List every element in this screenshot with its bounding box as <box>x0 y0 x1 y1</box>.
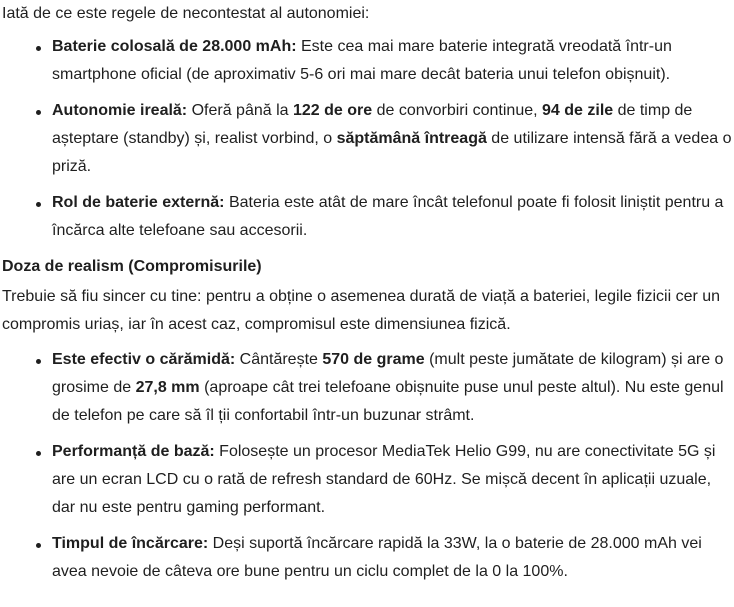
section-heading: Doza de realism (Compromisurile) <box>2 258 262 275</box>
list-item-autonomy <box>52 97 732 181</box>
bullet-icon <box>36 359 41 364</box>
list-item-text: Cântărește <box>235 351 323 368</box>
list-item-text: Este cea mai mare baterie integrată vreodată într-un smartphone oficial (de aproximativ 5-6 ori mai mare decât bateria unui telefon obișnuit). <box>52 38 672 83</box>
bullet-icon <box>36 451 41 456</box>
list-item-performance <box>52 438 732 522</box>
list-item-lead: Performanță de bază: <box>52 443 215 460</box>
pros-list <box>2 33 732 245</box>
list-item-text: de timp de așteptare (standby) și, realist vorbind, o <box>52 102 693 147</box>
highlight-hours: 122 de ore <box>292 102 373 119</box>
bullet-icon <box>36 202 41 207</box>
cons-list <box>2 346 732 586</box>
list-item-text: (aproape cât trei telefoane obișnuite puse unul peste altul). Nu este genul de telefon pe care să îl ții confortabil într-un buzunar strâmt. <box>52 379 724 424</box>
list-item-charging-time <box>52 530 732 586</box>
list-item-battery-size <box>52 33 732 89</box>
intro-paragraph: Iată de ce este regele de necontestat al autonomiei: <box>2 5 370 22</box>
list-item-brick <box>52 346 732 430</box>
list-item-text: de utilizare intensă fără a vedea o priză. <box>52 130 732 175</box>
bullet-icon <box>36 46 41 51</box>
list-item-text: Oferă până la <box>187 102 293 119</box>
realism-paragraph: Trebuie să fiu sincer cu tine: pentru a obține o asemenea durată de viață a bateriei, legile fizicii cer un compromis uriaș, iar în acest caz, compromisul este dimensiunea fizică. <box>2 288 721 333</box>
list-item-lead: Este efectiv o cărămidă: <box>52 351 236 368</box>
list-item-lead: Rol de baterie externă: <box>52 194 225 211</box>
bullet-icon <box>36 543 41 548</box>
highlight-thickness: 27,8 mm <box>135 379 200 396</box>
list-item-text: Bateria este atât de mare încât telefonul poate fi folosit liniștit pentru a încărca alte telefoane sau accesorii. <box>52 194 724 239</box>
list-item-lead: Timpul de încărcare: <box>52 535 209 552</box>
list-item-text: (mult peste jumătate de kilogram) și are o grosime de <box>52 351 724 396</box>
list-item-lead: Baterie colosală de 28.000 mAh: <box>52 38 297 55</box>
list-item-text: Deși suportă încărcare rapidă la 33W, la o baterie de 28.000 mAh vei avea nevoie de câteva ore bune pentru un ciclu complet de la 0 la 100%. <box>52 535 702 580</box>
highlight-days: 94 de zile <box>542 102 614 119</box>
highlight-week: săptămână întreagă <box>336 130 487 147</box>
list-item-text: de convorbiri continue, <box>372 102 543 119</box>
list-item-text: Folosește un procesor MediaTek Helio G99, nu are conectivitate 5G și are un ecran LCD cu o rată de refresh standard de 60Hz. Se mișcă decent în aplicații uzuale, dar nu este pentru gaming performant. <box>52 443 716 516</box>
bullet-icon <box>36 110 41 115</box>
list-item-lead: Autonomie ireală: <box>52 102 188 119</box>
highlight-weight: 570 de grame <box>322 351 425 368</box>
list-item-powerbank-role <box>52 189 732 245</box>
